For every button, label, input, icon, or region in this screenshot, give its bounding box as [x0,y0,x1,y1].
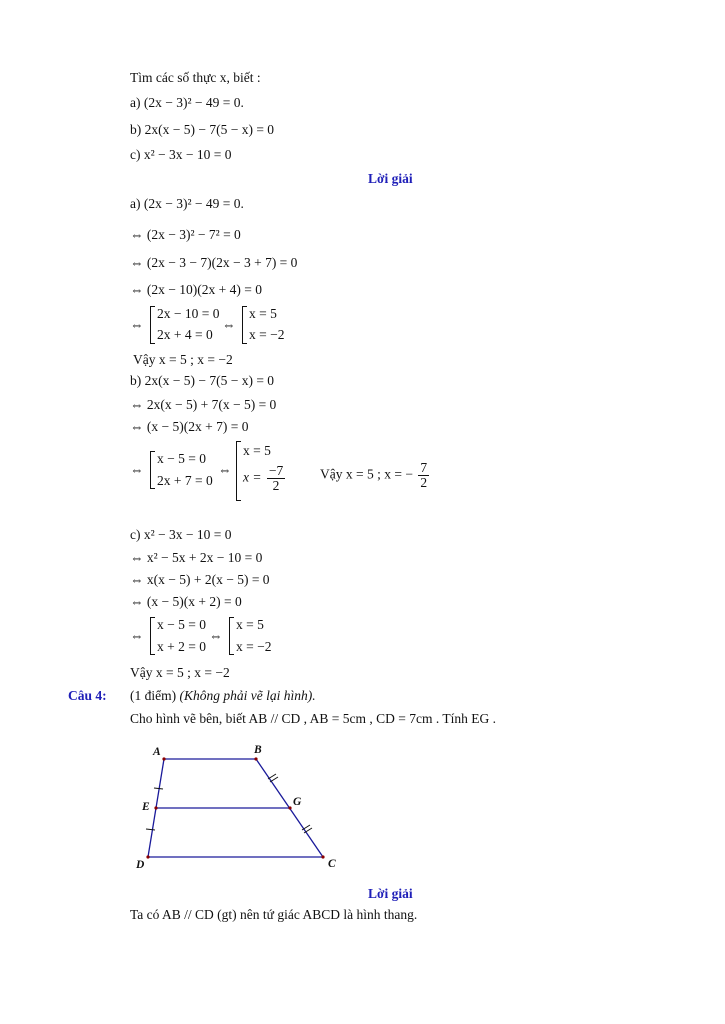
system-sol-1: x = 5 [243,443,271,458]
sol-a-conclusion: Vậy x = 5 ; x = −2 [133,352,233,367]
question-solution-line: Ta có AB // CD (gt) nên tứ giác ABCD là hình thang. [130,907,418,922]
sol-c-line-4: ⇔ (x − 5)(x + 2) = 0 [130,594,242,609]
solution-title: Lời giải [368,171,413,186]
system-bracket [229,617,234,655]
tick-mark [146,829,155,830]
sol-b-conclusion [320,461,429,490]
sol-c-line-2: ⇔ x² − 5x + 2x − 10 = 0 [130,550,263,565]
problem-a: a) (2x − 3)² − 49 = 0. [130,95,244,110]
point-c [321,855,324,858]
tick-mark [270,777,278,782]
system-sol-2 [243,464,285,493]
system-eq-1: x − 5 = 0 [157,617,206,632]
point-a [162,757,165,760]
sol-c-conclusion: Vậy x = 5 ; x = −2 [130,665,230,680]
question-note: (Không phải vẽ lại hình). [179,688,316,703]
question-points: (1 điểm) [130,688,177,703]
system-bracket [236,441,241,501]
point-d [146,855,149,858]
system-sol-2: x = −2 [249,327,285,342]
system-sol-1: x = 5 [236,617,264,632]
equivalence-arrow: ⇔ [209,628,223,643]
tick-mark [268,774,276,779]
system-eq-1: 2x − 10 = 0 [157,306,220,321]
fraction [418,461,429,490]
tick-mark [154,788,163,789]
equivalence-arrow: ⇔ [218,462,232,477]
system-bracket [150,617,155,655]
label-g: G [293,796,302,808]
point-b [254,757,257,760]
sol-a-line-2: ⇔ (2x − 3)² − 7² = 0 [130,227,241,242]
question-label: Câu 4: [68,688,107,703]
system-bracket [242,306,247,344]
point-e [154,806,157,809]
equivalence-arrow: ⇔ [222,317,236,332]
system-sol-2-prefix: x = [243,469,262,485]
problem-intro: Tìm các số thực x, biết : [130,70,261,85]
trapezoid-figure [130,738,370,878]
equivalence-arrow: ⇔ [130,317,144,332]
sol-b-line-3: ⇔ (x − 5)(2x + 7) = 0 [130,419,249,434]
system-bracket [150,306,155,344]
equivalence-arrow: ⇔ [130,628,144,643]
system-sol-1: x = 5 [249,306,277,321]
sol-b-line-1: b) 2x(x − 5) − 7(5 − x) = 0 [130,373,275,388]
sol-a-line-1: a) (2x − 3)² − 49 = 0. [130,196,244,211]
point-g [288,806,291,809]
label-c: C [328,858,336,870]
question-header [130,687,316,705]
system-eq-2: 2x + 4 = 0 [157,327,213,342]
question-statement: Cho hình vẽ bên, biết AB // CD , AB = 5cm , CD = 7cm . Tính EG . [130,711,496,726]
system-sol-2: x = −2 [236,639,272,654]
label-d: D [136,859,145,871]
conclusion-prefix: Vậy x = 5 ; x = − [320,466,413,482]
sol-c-line-3: ⇔ x(x − 5) + 2(x − 5) = 0 [130,572,270,587]
sol-c-line-1: c) x² − 3x − 10 = 0 [130,527,232,542]
sol-a-line-4: ⇔ (2x − 10)(2x + 4) = 0 [130,282,262,297]
fraction-numerator: −7 [268,463,284,478]
fraction [267,464,285,493]
label-a: A [153,746,161,758]
fraction-denominator: 2 [420,475,428,490]
sol-b-line-2: ⇔ 2x(x − 5) + 7(x − 5) = 0 [130,397,277,412]
system-eq-2: x + 2 = 0 [157,639,206,654]
system-bracket [150,451,155,489]
fraction-denominator: 2 [272,478,280,493]
label-e: E [142,801,150,813]
problem-b: b) 2x(x − 5) − 7(5 − x) = 0 [130,122,275,137]
question-solution-title: Lời giải [368,886,413,901]
system-eq-2: 2x + 7 = 0 [157,473,213,488]
label-b: B [254,744,262,756]
equivalence-arrow: ⇔ [130,462,144,477]
fraction-numerator: 7 [420,460,428,475]
sol-a-line-3: ⇔ (2x − 3 − 7)(2x − 3 + 7) = 0 [130,255,298,270]
system-eq-1: x − 5 = 0 [157,451,206,466]
problem-c: c) x² − 3x − 10 = 0 [130,147,232,162]
